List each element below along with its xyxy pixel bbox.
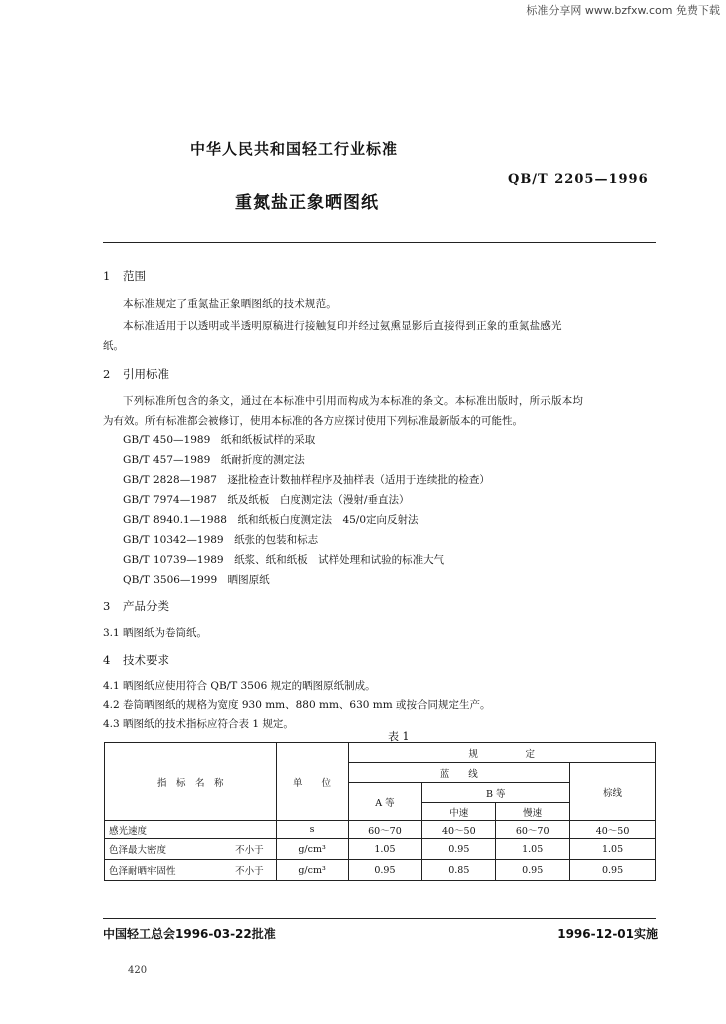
header-grade-b: B 等 — [422, 783, 570, 803]
medium-speed-value: 40～50 — [422, 821, 496, 839]
section-4-heading: 4 技术要求 — [103, 653, 169, 667]
header-unit: 单 位 — [276, 743, 348, 821]
section-1-para-2-cont: 纸。 — [103, 340, 124, 352]
clause-4-3: 4.3 晒图纸的技术指标应符合表 1 规定。 — [103, 718, 294, 730]
reference-item: GB/T 2828—1987 逐批检查计数抽样程序及抽样表（适用于连续批的检查） — [123, 474, 490, 486]
grade-a-value: 60～70 — [348, 821, 422, 839]
header-slow-speed: 慢速 — [496, 803, 570, 821]
standard-header: 中华人民共和国轻工行业标准 — [190, 140, 399, 158]
header-specification: 规 定 — [348, 743, 656, 763]
table-caption: 表 1 — [388, 730, 410, 743]
clause-4-1: 4.1 晒图纸应使用符合 QB/T 3506 规定的晒图原纸制成。 — [103, 680, 376, 692]
clause-3-1: 3.1 晒图纸为卷筒纸。 — [103, 627, 207, 639]
watermark-text: 标准分享网 www.bzfxw.com 免费下载 — [526, 4, 720, 17]
unit-cell: g/cm³ — [276, 860, 348, 881]
reference-item: GB/T 450—1989 纸和纸板试样的采取 — [123, 434, 316, 446]
brown-line-value: 0.95 — [570, 860, 656, 881]
reference-item: GB/T 10739—1989 纸浆、纸和纸板 试样处理和试验的标准大气 — [123, 554, 445, 566]
table-row — [105, 821, 656, 839]
header-blue-line: 蓝 线 — [348, 763, 570, 783]
document-title: 重氮盐正象晒图纸 — [235, 193, 379, 213]
header-indicator-name: 指 标 名 称 — [105, 743, 277, 821]
reference-item: GB/T 457—1989 纸耐折度的测定法 — [123, 454, 305, 466]
brown-line-value: 1.05 — [570, 839, 656, 860]
table-row — [105, 860, 656, 881]
header-medium-speed: 中速 — [422, 803, 496, 821]
section-3-heading: 3 产品分类 — [103, 599, 169, 613]
standard-code: QB/T 2205—1996 — [508, 172, 649, 187]
section-1-para-2: 本标准适用于以透明或半透明原稿进行接触复印并经过氨熏显影后直接得到正象的重氮盐感光 — [123, 320, 562, 332]
unit-cell: g/cm³ — [276, 839, 348, 860]
approval-date: 中国轻工总会1996-03-22批准 — [103, 927, 276, 941]
section-1-para-1: 本标准规定了重氮盐正象晒图纸的技术规范。 — [123, 298, 337, 310]
grade-a-value: 1.05 — [348, 839, 422, 860]
grade-a-value: 0.95 — [348, 860, 422, 881]
reference-item: QB/T 3506—1999 晒图原纸 — [123, 574, 270, 586]
condition-label: 不小于 — [235, 845, 264, 856]
footer-rule — [103, 918, 656, 919]
indicator-name: 感光速度 — [105, 821, 277, 839]
indicator-name-cell — [105, 839, 277, 860]
medium-speed-value: 0.95 — [422, 839, 496, 860]
clause-4-2: 4.2 卷筒晒图纸的规格为宽度 930 mm、880 mm、630 mm 或按合同规定生产。 — [103, 699, 491, 711]
reference-item: GB/T 7974—1987 纸及纸板 白度测定法（漫射/垂直法） — [123, 494, 410, 506]
section-2-para-1: 下列标准所包含的条文，通过在本标准中引用而构成为本标准的条文。本标准出版时，所示版本均 — [123, 395, 584, 407]
slow-speed-value: 0.95 — [496, 860, 570, 881]
section-1-heading: 1 范围 — [103, 269, 146, 283]
indicator-name-cell — [105, 860, 277, 881]
medium-speed-value: 0.85 — [422, 860, 496, 881]
brown-line-value: 40～50 — [570, 821, 656, 839]
section-2-para-1-cont: 为有效。所有标准都会被修订，使用本标准的各方应探讨使用下列标准最新版本的可能性。 — [103, 415, 523, 427]
condition-label: 不小于 — [235, 866, 264, 877]
indicator-name: 色泽耐晒牢固性 — [109, 866, 176, 877]
header-grade-a: A 等 — [348, 783, 422, 821]
slow-speed-value: 60～70 — [496, 821, 570, 839]
table-row — [105, 839, 656, 860]
title-rule — [103, 242, 656, 243]
section-2-heading: 2 引用标准 — [103, 367, 169, 381]
reference-item: GB/T 8940.1—1988 纸和纸板白度测定法 45/0定向反射法 — [123, 514, 419, 526]
reference-item: GB/T 10342—1989 纸张的包装和标志 — [123, 534, 319, 546]
slow-speed-value: 1.05 — [496, 839, 570, 860]
implementation-date: 1996-12-01实施 — [557, 927, 658, 941]
page-number: 420 — [128, 965, 148, 976]
unit-cell: s — [276, 821, 348, 839]
indicator-name: 色泽最大密度 — [109, 845, 167, 856]
spec-table — [104, 742, 656, 881]
header-brown-line: 棕线 — [570, 763, 656, 821]
